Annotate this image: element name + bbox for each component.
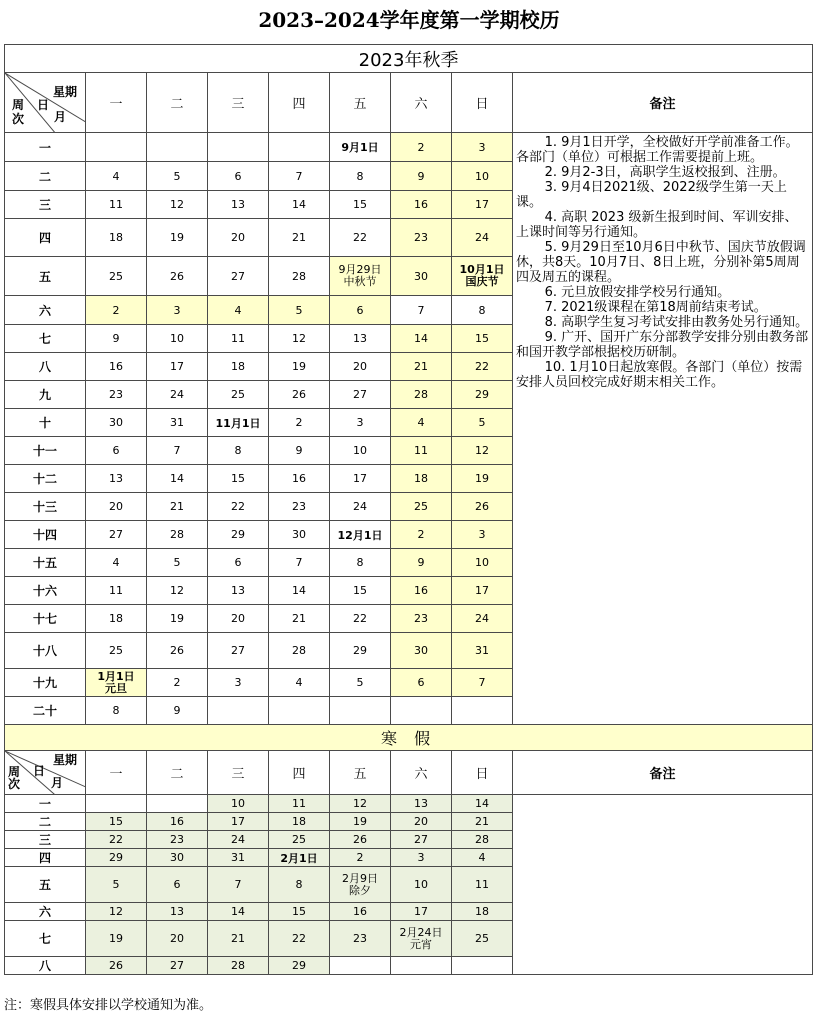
date-cell: 12 — [147, 191, 208, 219]
date-cell: 5 — [452, 409, 513, 437]
date-cell: 11 — [391, 437, 452, 465]
remark-item: 2. 9月2-3日，高职学生返校报到、注册。 — [544, 165, 786, 180]
date-cell: 28 — [147, 521, 208, 549]
date-cell: 4 — [452, 849, 513, 867]
date-cell: 2 — [269, 409, 330, 437]
date-cell: 21 — [452, 813, 513, 831]
date-cell: 5 — [330, 669, 391, 697]
week-number: 十八 — [5, 633, 86, 669]
weekday-header-6: 六 — [391, 751, 452, 795]
date-cell: 7 — [208, 867, 269, 903]
weekday-header-5: 五 — [330, 751, 391, 795]
date-cell: 8 — [269, 867, 330, 903]
date-cell: 30 — [391, 633, 452, 669]
corner-label-xingqi: 星期 — [53, 85, 78, 99]
date-cell: 19 — [147, 219, 208, 257]
date-cell: 17 — [147, 353, 208, 381]
week-number: 十七 — [5, 605, 86, 633]
week-number: 九 — [5, 381, 86, 409]
date-cell: 2 — [86, 296, 147, 325]
date-cell: 31 — [208, 849, 269, 867]
date-cell: 9 — [86, 325, 147, 353]
corner-label-zhou: 周 — [8, 765, 21, 779]
weekday-header-6: 六 — [391, 73, 452, 133]
date-cell: 20 — [86, 493, 147, 521]
corner-label-zhou: 周 — [12, 98, 25, 112]
date-cell: 7 — [269, 549, 330, 577]
remarks-cell — [513, 133, 813, 725]
date-cell — [391, 697, 452, 725]
date-cell: 21 — [147, 493, 208, 521]
week-number: 一 — [5, 133, 86, 162]
date-cell: 2 — [391, 133, 452, 162]
date-cell: 16 — [147, 813, 208, 831]
remark-item: 5. 9月29日至10月6日中秋节、国庆节放假调休，共8天。10月7日、8日上班，分别补第5周周四及周五的课程。 — [516, 240, 806, 285]
date-cell: 23 — [391, 219, 452, 257]
date-cell: 21 — [391, 353, 452, 381]
date-cell: 27 — [391, 831, 452, 849]
date-cell: 21 — [269, 219, 330, 257]
date-cell: 3 — [208, 669, 269, 697]
date-cell: 27 — [330, 381, 391, 409]
date-cell: 19 — [269, 353, 330, 381]
date-cell: 25 — [86, 257, 147, 296]
weekday-header-2: 二 — [147, 751, 208, 795]
date-cell: 12 — [330, 795, 391, 813]
date-cell: 31 — [452, 633, 513, 669]
week-number: 二十 — [5, 697, 86, 725]
date-cell — [330, 957, 391, 975]
winter-header-row — [5, 751, 813, 795]
date-cell: 19 — [86, 921, 147, 957]
week-number: 七 — [5, 325, 86, 353]
date-cell: 14 — [391, 325, 452, 353]
date-cell: 27 — [208, 257, 269, 296]
date-cell: 14 — [269, 191, 330, 219]
week-number: 十四 — [5, 521, 86, 549]
date-cell: 6 — [330, 296, 391, 325]
date-cell: 18 — [208, 353, 269, 381]
date-cell: 23 — [147, 831, 208, 849]
date-cell: 9 — [391, 549, 452, 577]
date-cell: 8 — [86, 697, 147, 725]
date-cell: 27 — [208, 633, 269, 669]
date-cell: 4 — [391, 409, 452, 437]
date-cell: 10 — [452, 162, 513, 191]
date-cell — [147, 795, 208, 813]
date-cell: 17 — [391, 903, 452, 921]
date-cell: 14 — [208, 903, 269, 921]
week-number: 十三 — [5, 493, 86, 521]
week-number: 八 — [5, 353, 86, 381]
date-cell: 10 — [208, 795, 269, 813]
date-cell: 29 — [330, 633, 391, 669]
date-cell: 4 — [86, 549, 147, 577]
date-cell: 27 — [147, 957, 208, 975]
date-cell: 17 — [452, 577, 513, 605]
date-cell — [86, 795, 147, 813]
date-cell: 10月1日 国庆节 — [452, 257, 513, 296]
date-cell: 6 — [208, 162, 269, 191]
date-cell: 10 — [452, 549, 513, 577]
date-cell: 29 — [452, 381, 513, 409]
date-cell: 28 — [269, 257, 330, 296]
date-cell — [269, 133, 330, 162]
date-cell: 24 — [208, 831, 269, 849]
date-cell: 9月1日 — [330, 133, 391, 162]
date-cell: 16 — [330, 903, 391, 921]
remark-item: 9. 广开、国开广东分部教学安排分别由教务部和国开教学部根据校历研制。 — [516, 330, 809, 360]
autumn-season-title: 2023年秋季 — [5, 45, 813, 73]
week-number: 五 — [5, 257, 86, 296]
date-cell: 7 — [147, 437, 208, 465]
week-number: 四 — [5, 849, 86, 867]
date-cell: 26 — [330, 831, 391, 849]
date-cell: 21 — [269, 605, 330, 633]
weekday-header-1: 一 — [86, 73, 147, 133]
date-cell: 13 — [147, 903, 208, 921]
date-cell: 3 — [147, 296, 208, 325]
date-cell: 7 — [452, 669, 513, 697]
date-cell: 3 — [452, 521, 513, 549]
date-cell: 4 — [269, 669, 330, 697]
date-cell: 2月9日 除夕 — [330, 867, 391, 903]
week-number: 十六 — [5, 577, 86, 605]
date-cell: 8 — [330, 549, 391, 577]
week-number: 四 — [5, 219, 86, 257]
remarks-header: 备注 — [513, 751, 813, 795]
week-number: 十二 — [5, 465, 86, 493]
week-number: 二 — [5, 162, 86, 191]
date-cell — [391, 957, 452, 975]
date-cell: 6 — [86, 437, 147, 465]
weekday-header-4: 四 — [269, 751, 330, 795]
corner-label-ri: 日 — [37, 98, 50, 112]
date-cell: 24 — [330, 493, 391, 521]
date-cell: 14 — [147, 465, 208, 493]
date-cell: 20 — [147, 921, 208, 957]
date-cell: 2月24日 元宵 — [391, 921, 452, 957]
corner-label-ri: 日 — [33, 764, 46, 778]
week-number: 十五 — [5, 549, 86, 577]
date-cell: 30 — [391, 257, 452, 296]
corner-header-cell — [5, 73, 86, 133]
date-cell: 11 — [452, 867, 513, 903]
week-number: 二 — [5, 813, 86, 831]
week-number: 十 — [5, 409, 86, 437]
date-cell: 9 — [147, 697, 208, 725]
date-cell: 30 — [269, 521, 330, 549]
page-title: 2023–2024学年度第一学期校历 — [258, 8, 560, 32]
date-cell: 4 — [208, 296, 269, 325]
date-cell: 20 — [208, 605, 269, 633]
weekday-header-3: 三 — [208, 751, 269, 795]
date-cell: 24 — [452, 605, 513, 633]
date-cell: 18 — [452, 903, 513, 921]
calendar-table — [4, 44, 813, 975]
date-cell — [86, 133, 147, 162]
date-cell: 11 — [86, 191, 147, 219]
date-cell: 17 — [330, 465, 391, 493]
date-cell: 5 — [147, 162, 208, 191]
week-number: 六 — [5, 296, 86, 325]
date-cell: 15 — [208, 465, 269, 493]
date-cell: 29 — [208, 521, 269, 549]
date-cell: 23 — [391, 605, 452, 633]
week-number: 六 — [5, 903, 86, 921]
date-cell — [208, 697, 269, 725]
corner-label-xingqi: 星期 — [53, 753, 78, 767]
corner-label-yue: 月 — [51, 776, 64, 790]
week-number: 三 — [5, 831, 86, 849]
date-cell: 2 — [391, 521, 452, 549]
date-cell: 24 — [147, 381, 208, 409]
date-cell: 5 — [147, 549, 208, 577]
date-cell: 13 — [391, 795, 452, 813]
date-cell: 25 — [269, 831, 330, 849]
winter-break-title: 寒 假 — [5, 725, 813, 751]
date-cell: 25 — [452, 921, 513, 957]
date-cell: 30 — [147, 849, 208, 867]
date-cell: 6 — [391, 669, 452, 697]
date-cell: 8 — [330, 162, 391, 191]
date-cell: 2月1日 — [269, 849, 330, 867]
date-cell: 3 — [330, 409, 391, 437]
date-cell: 13 — [208, 191, 269, 219]
date-cell: 11 — [269, 795, 330, 813]
date-cell — [147, 133, 208, 162]
date-cell: 16 — [391, 191, 452, 219]
winter-week-row — [5, 795, 813, 813]
date-cell: 10 — [391, 867, 452, 903]
date-cell: 7 — [391, 296, 452, 325]
date-cell: 4 — [86, 162, 147, 191]
date-cell: 16 — [86, 353, 147, 381]
date-cell — [452, 957, 513, 975]
date-cell: 6 — [208, 549, 269, 577]
date-cell: 25 — [208, 381, 269, 409]
date-cell: 22 — [208, 493, 269, 521]
date-cell: 24 — [452, 219, 513, 257]
remark-item: 4. 高职 2023 级新生报到时间、军训安排、上课时间等另行通知。 — [516, 210, 798, 240]
date-cell: 19 — [147, 605, 208, 633]
date-cell: 18 — [269, 813, 330, 831]
date-cell: 18 — [86, 605, 147, 633]
date-cell: 1月1日 元旦 — [86, 669, 147, 697]
date-cell: 23 — [330, 921, 391, 957]
corner-label-ci: 次 — [12, 112, 25, 126]
remarks-header: 备注 — [513, 73, 813, 133]
week-number: 七 — [5, 921, 86, 957]
date-cell: 12月1日 — [330, 521, 391, 549]
date-cell: 3 — [391, 849, 452, 867]
date-cell: 31 — [147, 409, 208, 437]
week-number: 十一 — [5, 437, 86, 465]
date-cell: 30 — [86, 409, 147, 437]
corner-label-yue: 月 — [54, 110, 67, 124]
remark-item: 8. 高职学生复习考试安排由教务处另行通知。 — [544, 315, 809, 330]
date-cell: 20 — [391, 813, 452, 831]
footnote: 注：寒假具体安排以学校通知为准。 — [4, 998, 213, 1013]
date-cell: 15 — [86, 813, 147, 831]
date-cell: 22 — [269, 921, 330, 957]
date-cell: 14 — [269, 577, 330, 605]
date-cell: 15 — [330, 577, 391, 605]
date-cell: 29 — [269, 957, 330, 975]
remark-item: 1. 9月1日开学，全校做好开学前准备工作。各部门（单位）可根据工作需要提前上班。 — [516, 135, 799, 165]
date-cell: 9月29日 中秋节 — [330, 257, 391, 296]
week-number: 一 — [5, 795, 86, 813]
date-cell: 3 — [452, 133, 513, 162]
autumn-header-row — [5, 73, 813, 133]
date-cell: 19 — [330, 813, 391, 831]
corner-header-cell — [5, 751, 86, 795]
date-cell: 11 — [86, 577, 147, 605]
date-cell: 15 — [452, 325, 513, 353]
date-cell: 29 — [86, 849, 147, 867]
date-cell: 15 — [330, 191, 391, 219]
weekday-header-3: 三 — [208, 73, 269, 133]
date-cell: 28 — [269, 633, 330, 669]
date-cell: 13 — [330, 325, 391, 353]
winter-remarks-cell — [513, 795, 813, 975]
week-number: 八 — [5, 957, 86, 975]
date-cell: 18 — [391, 465, 452, 493]
date-cell: 8 — [208, 437, 269, 465]
date-cell: 22 — [330, 605, 391, 633]
date-cell: 5 — [86, 867, 147, 903]
date-cell: 13 — [208, 577, 269, 605]
date-cell: 22 — [86, 831, 147, 849]
date-cell: 19 — [452, 465, 513, 493]
calendar-body — [5, 45, 813, 975]
weekday-header-7: 日 — [452, 751, 513, 795]
date-cell: 2 — [330, 849, 391, 867]
date-cell: 28 — [452, 831, 513, 849]
date-cell: 21 — [208, 921, 269, 957]
date-cell: 16 — [391, 577, 452, 605]
date-cell: 13 — [86, 465, 147, 493]
date-cell: 26 — [147, 257, 208, 296]
weekday-header-5: 五 — [330, 73, 391, 133]
date-cell: 20 — [208, 219, 269, 257]
date-cell — [208, 133, 269, 162]
remark-item: 10. 1月10日起放寒假。各部门（单位）按需安排人员回校完成好期末相关工作。 — [516, 360, 803, 390]
date-cell: 26 — [147, 633, 208, 669]
date-cell: 12 — [86, 903, 147, 921]
date-cell: 28 — [391, 381, 452, 409]
date-cell: 20 — [330, 353, 391, 381]
remark-item: 7. 2021级课程在第18周前结束考试。 — [544, 300, 767, 315]
date-cell: 11月1日 — [208, 409, 269, 437]
remark-item: 3. 9月4日2021级、2022级学生第一天上课。 — [516, 180, 787, 210]
date-cell: 17 — [208, 813, 269, 831]
date-cell: 9 — [269, 437, 330, 465]
weekday-header-7: 日 — [452, 73, 513, 133]
date-cell: 2 — [147, 669, 208, 697]
date-cell: 28 — [208, 957, 269, 975]
date-cell: 17 — [452, 191, 513, 219]
date-cell: 16 — [269, 465, 330, 493]
date-cell: 26 — [86, 957, 147, 975]
date-cell: 12 — [452, 437, 513, 465]
date-cell: 12 — [269, 325, 330, 353]
remark-item: 6. 元旦放假安排学校另行通知。 — [544, 285, 731, 300]
date-cell: 15 — [269, 903, 330, 921]
date-cell: 22 — [452, 353, 513, 381]
date-cell: 27 — [86, 521, 147, 549]
date-cell: 10 — [330, 437, 391, 465]
date-cell: 23 — [269, 493, 330, 521]
date-cell: 26 — [269, 381, 330, 409]
date-cell: 18 — [86, 219, 147, 257]
week-number: 十九 — [5, 669, 86, 697]
weekday-header-1: 一 — [86, 751, 147, 795]
date-cell: 23 — [86, 381, 147, 409]
weekday-header-4: 四 — [269, 73, 330, 133]
date-cell: 25 — [86, 633, 147, 669]
date-cell: 5 — [269, 296, 330, 325]
date-cell: 9 — [391, 162, 452, 191]
date-cell: 10 — [147, 325, 208, 353]
date-cell — [269, 697, 330, 725]
date-cell: 8 — [452, 296, 513, 325]
date-cell: 25 — [391, 493, 452, 521]
week-number: 三 — [5, 191, 86, 219]
date-cell — [452, 697, 513, 725]
date-cell: 7 — [269, 162, 330, 191]
date-cell: 26 — [452, 493, 513, 521]
autumn-week-row — [5, 133, 813, 162]
week-number: 五 — [5, 867, 86, 903]
date-cell: 14 — [452, 795, 513, 813]
date-cell: 6 — [147, 867, 208, 903]
corner-label-ci: 次 — [8, 777, 21, 791]
date-cell: 22 — [330, 219, 391, 257]
date-cell: 11 — [208, 325, 269, 353]
weekday-header-2: 二 — [147, 73, 208, 133]
date-cell — [330, 697, 391, 725]
date-cell: 12 — [147, 577, 208, 605]
